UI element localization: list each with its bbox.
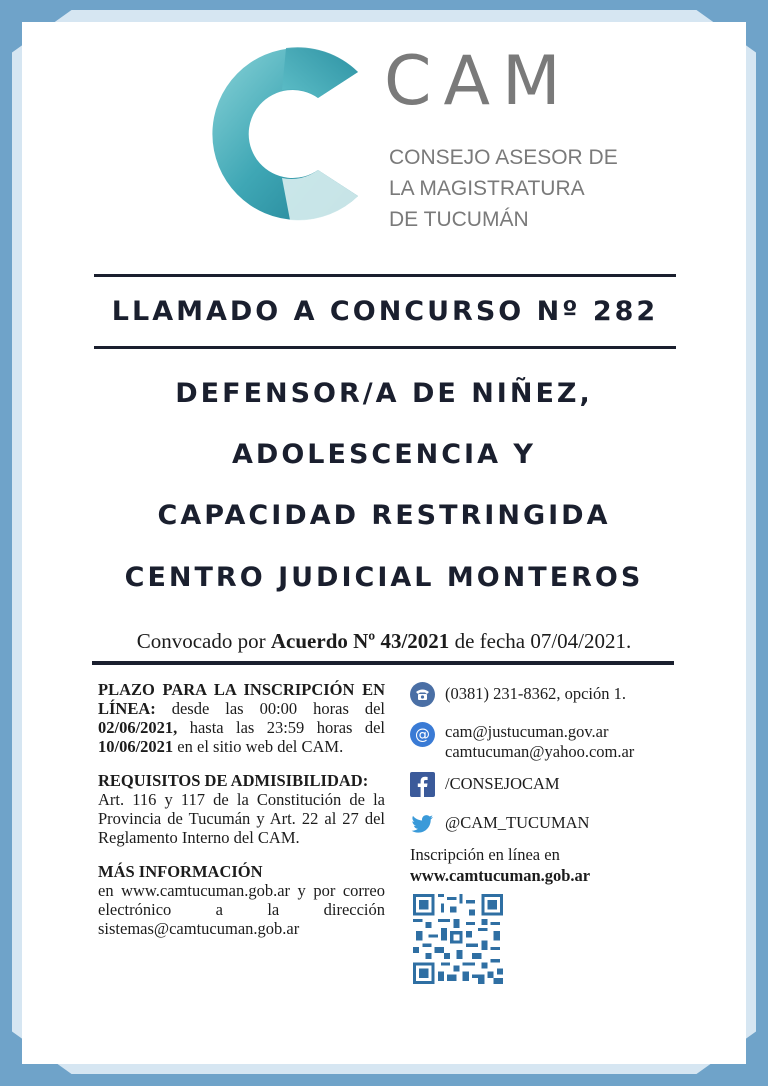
email-list xyxy=(445,722,634,762)
logo-subtitle-line: DE TUCUMÁN xyxy=(389,208,529,231)
logo-subtitle-line: LA MAGISTRATURA xyxy=(389,177,585,200)
plazo-date-end: 10/06/2021 xyxy=(98,737,174,756)
convocado-prefix: Convocado por xyxy=(136,629,271,653)
inscripcion-link[interactable]: www.camtucuman.gob.ar xyxy=(410,866,591,885)
cargo-line: DEFENSOR/A DE NIÑEZ, xyxy=(175,378,593,409)
divider xyxy=(94,346,676,349)
plazo-text: en el sitio web del CAM. xyxy=(173,737,344,756)
twitter-icon xyxy=(410,811,435,836)
logo-wordmark: CAM xyxy=(384,42,573,121)
requisitos-block xyxy=(98,771,385,847)
logo-subtitle xyxy=(389,142,618,235)
email-link[interactable]: camtucuman@yahoo.com.ar xyxy=(445,742,635,761)
divider xyxy=(94,274,676,277)
cargo-line: CAPACIDAD RESTRINGIDA xyxy=(157,500,611,531)
inscripcion-block xyxy=(410,844,590,886)
requisitos-text: Art. 116 y 117 de la Constitución de la Provincia de Tucumán y Art. 22 al 27 del Reglamento Interno del CAM. xyxy=(98,790,385,847)
mas-info-title: MÁS INFORMACIÓN xyxy=(98,862,263,881)
acuerdo-number: Acuerdo Nº 43/2021 xyxy=(270,629,450,653)
contact-twitter xyxy=(410,811,589,836)
cam-logo-icon xyxy=(190,44,368,224)
svg-text:@: @ xyxy=(415,725,430,744)
plazo-text: desde las 00:00 horas del xyxy=(155,699,385,718)
logo-subtitle-line: CONSEJO ASESOR DE xyxy=(389,146,618,169)
phone-text: (0381) 231-8362, opción 1. xyxy=(445,684,627,703)
plazo-block xyxy=(98,680,385,756)
facebook-icon xyxy=(410,772,435,797)
requisitos-title: REQUISITOS DE ADMISIBILIDAD: xyxy=(98,771,369,790)
facebook-handle[interactable]: /CONSEJOCAM xyxy=(445,774,560,793)
divider xyxy=(92,661,674,665)
convocatoria-text xyxy=(60,629,708,654)
qr-code[interactable] xyxy=(413,894,503,984)
cargo-line: CENTRO JUDICIAL MONTEROS xyxy=(124,562,644,593)
convocado-suffix: de fecha 07/04/2021. xyxy=(449,629,632,653)
contact-email xyxy=(410,722,634,762)
mas-info-text: en www.camtucuman.gob.ar y por correo electrónico a la dirección sistemas@camtucuman.gob.ar xyxy=(98,881,385,938)
twitter-handle[interactable]: @CAM_TUCUMAN xyxy=(445,813,590,832)
cargo-line: ADOLESCENCIA Y xyxy=(232,439,536,470)
concurso-title: LLAMADO A CONCURSO Nº 282 xyxy=(111,296,659,327)
plazo-title: PLAZO PARA LA INSCRIPCIÓN EN LÍNEA: xyxy=(98,680,385,718)
info-column xyxy=(98,680,385,953)
at-icon xyxy=(410,722,435,747)
email-link[interactable]: cam@justucuman.gov.ar xyxy=(445,722,609,741)
contact-facebook xyxy=(410,772,560,797)
plazo-text: hasta las 23:59 horas del xyxy=(177,718,385,737)
plazo-date-start: 02/06/2021, xyxy=(98,718,178,737)
contact-phone xyxy=(410,682,626,707)
phone-icon xyxy=(410,682,435,707)
inscripcion-label: Inscripción en línea en xyxy=(410,845,560,864)
mas-info-block xyxy=(98,862,385,938)
